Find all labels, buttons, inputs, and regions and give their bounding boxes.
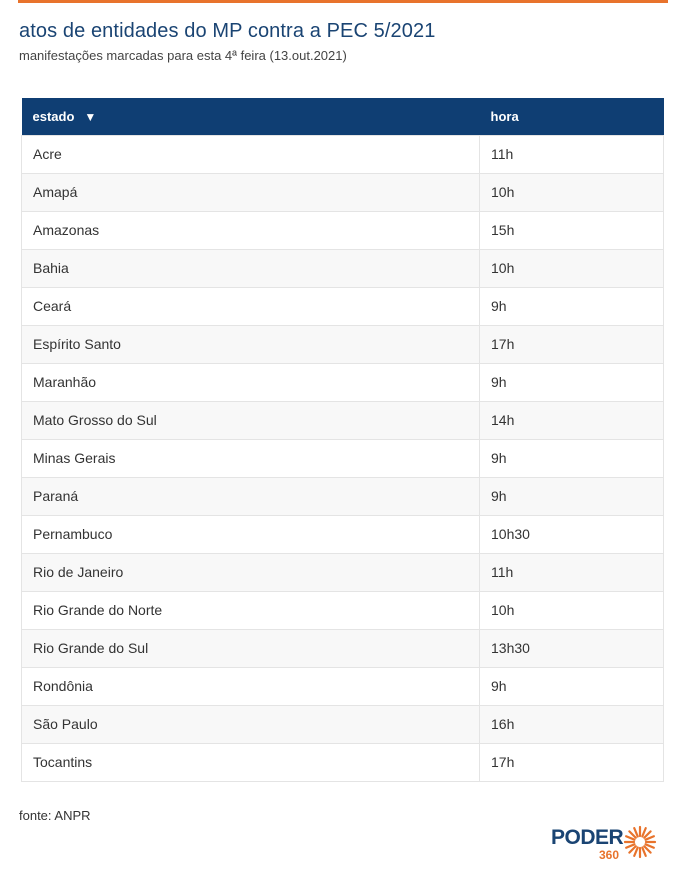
cell-estado: Rio Grande do Sul xyxy=(22,629,480,667)
data-table-container xyxy=(21,98,663,782)
cell-hora: 16h xyxy=(480,705,664,743)
table-row xyxy=(22,249,664,287)
cell-hora: 9h xyxy=(480,363,664,401)
cell-estado: Paraná xyxy=(22,477,480,515)
poder360-logo xyxy=(551,825,661,865)
cell-hora: 13h30 xyxy=(480,629,664,667)
cell-estado: Rio Grande do Norte xyxy=(22,591,480,629)
cell-hora: 9h xyxy=(480,287,664,325)
table-row xyxy=(22,173,664,211)
column-header-hora[interactable] xyxy=(480,98,664,135)
column-header-label: hora xyxy=(490,108,519,124)
sun-ray xyxy=(646,836,654,839)
cell-hora: 11h xyxy=(480,553,664,591)
table-row xyxy=(22,439,664,477)
chart-subtitle: manifestações marcadas para esta 4ª feira (13.out.2021) xyxy=(19,48,347,63)
source-note: fonte: ANPR xyxy=(19,808,91,823)
cell-estado: Pernambuco xyxy=(22,515,480,553)
sun-ray xyxy=(642,828,645,836)
table-row xyxy=(22,211,664,249)
table-row xyxy=(22,477,664,515)
table-row xyxy=(22,667,664,705)
top-accent-rule xyxy=(18,0,668,3)
table-row xyxy=(22,553,664,591)
table-header-row xyxy=(22,98,664,135)
column-header-label: estado xyxy=(32,108,75,124)
sun-ray xyxy=(644,846,650,852)
cell-hora: 9h xyxy=(480,667,664,705)
cell-hora: 17h xyxy=(480,743,664,781)
sun-ray xyxy=(644,831,650,837)
table-row xyxy=(22,705,664,743)
table-row xyxy=(22,629,664,667)
cell-estado: Amapá xyxy=(22,173,480,211)
sort-desc-icon: ▼ xyxy=(84,109,97,124)
sunburst-icon xyxy=(624,825,660,861)
sun-ray xyxy=(642,848,645,856)
data-table xyxy=(21,98,664,782)
cell-hora: 14h xyxy=(480,401,664,439)
cell-hora: 10h xyxy=(480,173,664,211)
table-row xyxy=(22,135,664,173)
cell-estado: Acre xyxy=(22,135,480,173)
chart-title: atos de entidades do MP contra a PEC 5/2021 xyxy=(19,20,436,42)
table-row xyxy=(22,591,664,629)
cell-estado: São Paulo xyxy=(22,705,480,743)
table-row xyxy=(22,325,664,363)
cell-hora: 15h xyxy=(480,211,664,249)
cell-hora: 9h xyxy=(480,477,664,515)
table-row xyxy=(22,743,664,781)
cell-estado: Tocantins xyxy=(22,743,480,781)
cell-estado: Maranhão xyxy=(22,363,480,401)
cell-estado: Amazonas xyxy=(22,211,480,249)
cell-estado: Rondônia xyxy=(22,667,480,705)
table-row xyxy=(22,515,664,553)
table-row xyxy=(22,363,664,401)
cell-hora: 10h xyxy=(480,249,664,287)
cell-hora: 11h xyxy=(480,135,664,173)
logo-number: 360 xyxy=(599,848,620,862)
table-row xyxy=(22,401,664,439)
sun-ray xyxy=(646,844,654,847)
sun-ray xyxy=(626,836,634,839)
cell-hora: 10h30 xyxy=(480,515,664,553)
table-row xyxy=(22,287,664,325)
sun-ray xyxy=(629,831,635,837)
sun-ray xyxy=(629,846,635,852)
cell-estado: Espírito Santo xyxy=(22,325,480,363)
table-body xyxy=(22,135,664,781)
cell-estado: Mato Grosso do Sul xyxy=(22,401,480,439)
cell-estado: Rio de Janeiro xyxy=(22,553,480,591)
cell-estado: Bahia xyxy=(22,249,480,287)
cell-hora: 10h xyxy=(480,591,664,629)
cell-hora: 9h xyxy=(480,439,664,477)
cell-hora: 17h xyxy=(480,325,664,363)
logo-wordmark: PODER xyxy=(551,826,624,849)
column-header-estado[interactable] xyxy=(22,98,480,135)
cell-estado: Minas Gerais xyxy=(22,439,480,477)
sun-ray xyxy=(626,844,634,847)
cell-estado: Ceará xyxy=(22,287,480,325)
sun-ray xyxy=(634,848,637,856)
sun-ray xyxy=(634,828,637,836)
